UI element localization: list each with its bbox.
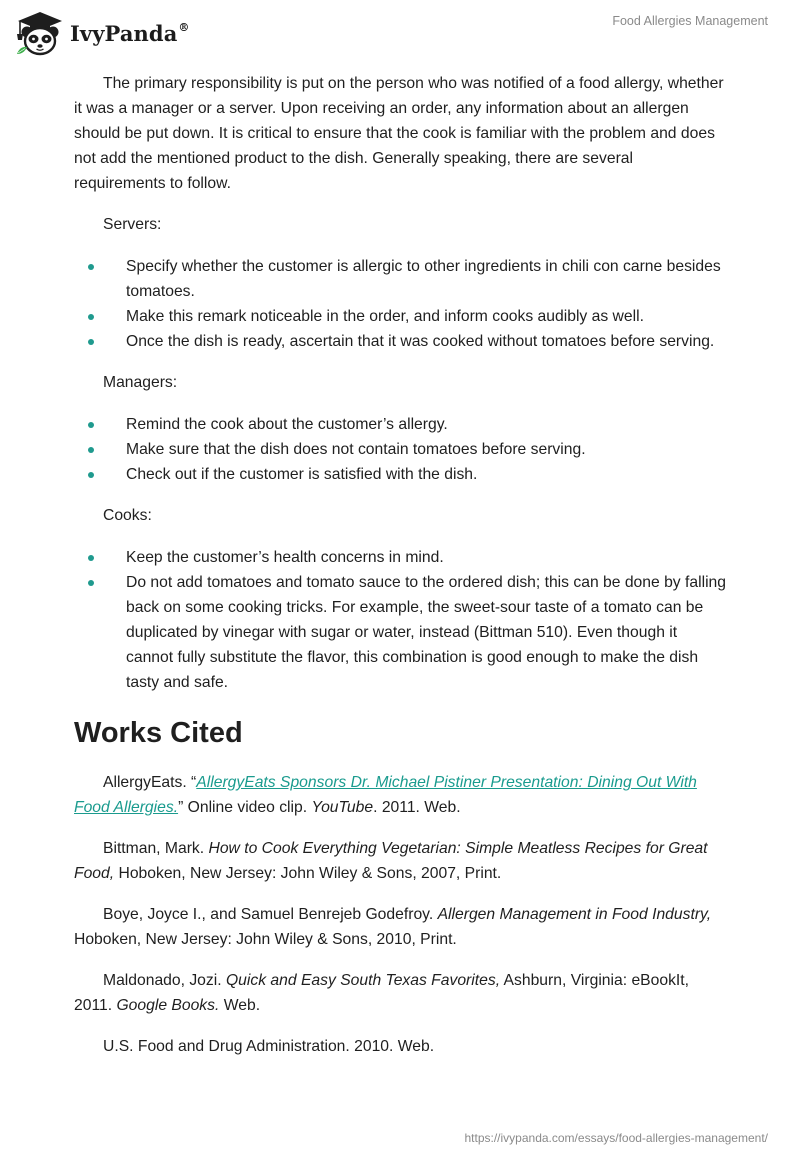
list-item-text: Specify whether the customer is allergic to other ingredients in chili con carne besides tomatoes.	[126, 258, 721, 300]
cooks-list	[74, 545, 726, 695]
citation-text: Ashburn, Virginia: eBookIt, 2011.	[74, 972, 690, 1014]
managers-list	[74, 412, 726, 487]
page-header	[0, 0, 800, 70]
list-item	[74, 329, 726, 354]
list-item	[74, 462, 726, 487]
citation-text: Bittman, Mark.	[103, 840, 209, 857]
brand-text: IvyPanda	[70, 20, 178, 46]
allergyeats-video-link[interactable]: AllergyEats Sponsors Dr. Michael Pistiner Presentation: Dining Out With Food Allergies.	[74, 774, 697, 816]
intro-paragraph: The primary responsibility is put on the person who was notified of a food allergy, whether it was a manager or a server. Upon receiving an order, any information about an allergen should be put down. It is critical to ensure that the cook is familiar with the problem and does not add the mentioned product to the dish. Generally speaking, there are several requirements to follow.	[74, 75, 724, 192]
citation-allergyeats	[74, 770, 726, 820]
source-url[interactable]: https://ivypanda.com/essays/food-allergies-management/	[464, 1131, 768, 1145]
bullet-dot-icon	[88, 422, 94, 428]
panda-graduate-icon	[14, 10, 66, 56]
list-item	[74, 254, 726, 304]
list-item-text: Once the dish is ready, ascertain that it was cooked without tomatoes before serving.	[126, 333, 715, 350]
section-label-cooks: Cooks:	[103, 507, 152, 524]
list-item-text: Remind the cook about the customer’s allergy.	[126, 416, 448, 433]
bullet-dot-icon	[88, 314, 94, 320]
citation-fda: U.S. Food and Drug Administration. 2010. Web.	[103, 1038, 435, 1055]
citation-source-title: YouTube	[311, 799, 374, 816]
list-item	[74, 412, 726, 437]
citation-text: ” Online video clip.	[178, 799, 312, 816]
section-label-servers: Servers:	[103, 216, 162, 233]
citation-book-title: Quick and Easy South Texas Favorites,	[225, 972, 501, 989]
essay-body	[74, 71, 726, 1075]
citation-text: . 2011. Web.	[373, 799, 461, 816]
citation-source-title: Google Books.	[116, 997, 220, 1014]
bullet-dot-icon	[88, 447, 94, 453]
bullet-dot-icon	[88, 472, 94, 478]
citation-text: AllergyEats. “	[103, 774, 197, 791]
ivypanda-logo[interactable]	[14, 10, 190, 56]
list-item-text: Keep the customer’s health concerns in mind.	[126, 549, 444, 566]
citation-text: Web.	[219, 997, 261, 1014]
citation-book-title: How to Cook Everything Vegetarian: Simple Meatless Recipes for Great Food,	[74, 840, 708, 882]
list-item	[74, 545, 726, 570]
bullet-dot-icon	[88, 555, 94, 561]
document-title: Food Allergies Management	[612, 14, 768, 28]
citation-bittman	[74, 836, 726, 886]
list-item-text: Do not add tomatoes and tomato sauce to the ordered dish; this can be done by falling back on some cooking tricks. For example, the sweet-sour taste of a tomato can be duplicated by vinegar with sugar or water, instead (Bittman 510). Even though it cannot fully substitute the flavor, this combination is good enough to make the dish tasty and safe.	[126, 574, 727, 691]
bullet-dot-icon	[88, 339, 94, 345]
list-item-text: Make this remark noticeable in the order, and inform cooks audibly as well.	[126, 308, 644, 325]
list-item-text: Make sure that the dish does not contain tomatoes before serving.	[126, 441, 586, 458]
citation-text: Boye, Joyce I., and Samuel Benrejeb Godefroy.	[103, 906, 438, 923]
citation-text: Hoboken, New Jersey: John Wiley & Sons, 2007, Print.	[114, 865, 502, 882]
trademark-sign: ®	[178, 20, 190, 34]
citation-maldonado	[74, 968, 726, 1018]
citation-boye	[74, 902, 726, 952]
works-cited-heading: Works Cited	[74, 717, 243, 749]
citation-text: Maldonado, Jozi.	[103, 972, 226, 989]
bullet-dot-icon	[88, 580, 94, 586]
citation-book-title: Allergen Management in Food Industry,	[437, 906, 712, 923]
brand-name	[70, 21, 190, 46]
servers-list	[74, 254, 726, 354]
list-item	[74, 570, 726, 695]
list-item	[74, 304, 726, 329]
citation-text: Hoboken, New Jersey: John Wiley & Sons, 2010, Print.	[74, 931, 457, 948]
list-item-text: Check out if the customer is satisfied with the dish.	[126, 466, 478, 483]
bullet-dot-icon	[88, 264, 94, 270]
list-item	[74, 437, 726, 462]
section-label-managers: Managers:	[103, 374, 178, 391]
